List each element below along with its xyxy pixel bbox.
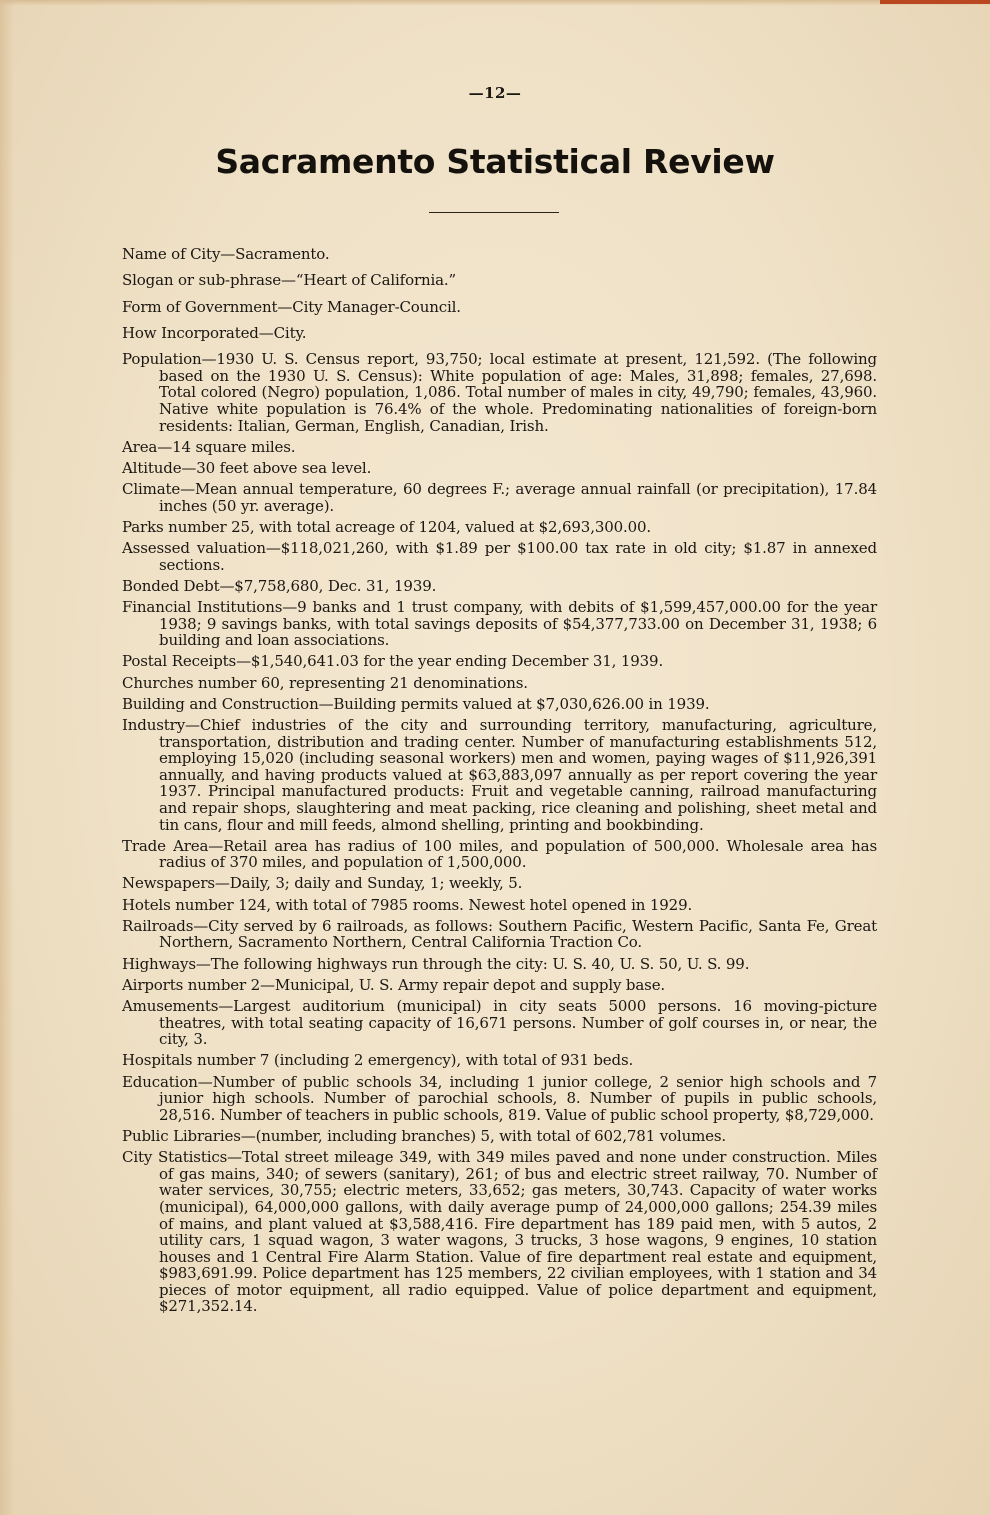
page-title: Sacramento Statistical Review	[215, 142, 775, 181]
entry-assessed-valuation: Assessed valuation—$118,021,260, with $1.89 per $100.00 tax rate in old city; $1.87 in annexed sections.	[122, 539, 877, 574]
entry-altitude: Altitude—30 feet above sea level.	[122, 458, 372, 477]
title-divider	[429, 212, 559, 213]
entry-highways: Highways—The following highways run through the city: U. S. 40, U. S. 50, U. S. 99.	[122, 954, 750, 973]
page-top-shadow	[0, 0, 990, 6]
entry-railroads: Railroads—City served by 6 railroads, as follows: Southern Pacific, Western Pacific, Santa Fe, Great Northern, Sacramento Northern, Central California Traction Co.	[122, 916, 877, 952]
entry-population: Population—1930 U. S. Census report, 93,750; local estimate at present, 121,592. (The following based on the 1930 U. S. Census): White population of age: Males, 31,898; females, 27,698. Total colored (Negro) population, 1,086. Total number of males in city, 49,790; females, 43,960. Native white population is 76.4% of the whole. Predominating nationalities of foreign-born residents: Italian, German, English, Canadian, Irish.	[122, 350, 877, 435]
entry-financial-institutions: Financial Institutions—9 banks and 1 trust company, with debits of $1,599,457,000.00 for the year 1938; 9 savings banks, with total savings deposits of $54,377,733.00 on December 31, 1938; 6 building and loan associations.	[122, 598, 877, 650]
entry-newspapers: Newspapers—Daily, 3; daily and Sunday, 1; weekly, 5.	[122, 874, 523, 893]
page-edge-shadow	[0, 0, 14, 1515]
entry-climate: Climate—Mean annual temperature, 60 degrees F.; average annual rainfall (or precipitation), 17.84 inches (50 yr. average).	[122, 480, 877, 515]
entry-slogan: Slogan or sub-phrase—“Heart of California.”	[122, 271, 457, 290]
entry-name-of-city: Name of City—Sacramento.	[122, 245, 330, 263]
entry-city-statistics: City Statistics—Total street mileage 349, with 349 miles paved and none under construction. Miles of gas mains, 340; of sewers (sanitary), 261; of bus and electric street railway, 70. Number of water services, 30,755; electric meters, 33,652; gas meters, 30,743. Capacity of water works (municipal), 64,000,000 gallons, with daily average pump of 24,000,000 gallons; 254.39 miles of mains, and plant valued at $3,588,416. Fire department has 189 paid men, with 5 autos, 2 utility cars, 1 squad wagon, 3 water wagons, 3 trucks, 3 hose wagons, 9 engines, 10 station houses and 1 Central Fire Alarm Station. Value of fire department real estate and equipment, $983,691.99. Police department has 125 members, 22 civilian employees, with 1 station and 34 pieces of motor equipment, all radio equipped. Value of police department and equipment, $271,352.14.	[122, 1148, 877, 1316]
entry-area: Area—14 square miles.	[122, 437, 296, 456]
page-number: —12—	[468, 84, 522, 102]
entry-amusements: Amusements—Largest auditorium (municipal) in city seats 5000 persons. 16 moving-picture theatres, with total seating capacity of 16,671 persons. Number of golf courses in, or near, the city, 3.	[122, 997, 877, 1049]
entry-hotels: Hotels number 124, with total of 7985 rooms. Newest hotel opened in 1929.	[122, 895, 693, 914]
entry-industry: Industry—Chief industries of the city and surrounding territory, manufacturing, agriculture, transportation, distribution and trading center. Number of manufacturing establishments 512, employing 15,020 (including seasonal workers) men and women, paying wages of $11,926,391 annually, and having products valued at $63,883,097 annually as per report covering the year 1937. Principal manufactured products: Fruit and vegetable canning, railroad manufacturing and repair shops, slaughtering and meat packing, rice cleaning and polishing, sheet metal and tin cans, flour and mill feeds, almond shelling, printing and bookbinding.	[122, 715, 877, 834]
corner-stain	[880, 0, 990, 4]
entry-form-of-government: Form of Government—City Manager-Council.	[122, 297, 461, 316]
entry-education: Education—Number of public schools 34, including 1 junior college, 2 senior high schools and 7 junior high schools. Number of parochial schools, 8. Number of pupils in public schools, 28,516. Number of teachers in public schools, 819. Value of public school property, $8,729,000.	[122, 1072, 877, 1124]
entry-postal-receipts: Postal Receipts—$1,540,641.03 for the year ending December 31, 1939.	[122, 652, 664, 671]
statistics-list	[122, 246, 877, 1320]
entry-hospitals: Hospitals number 7 (including 2 emergency), with total of 931 beds.	[122, 1051, 634, 1070]
entry-public-libraries: Public Libraries—(number, including branches) 5, with total of 602,781 volumes.	[122, 1126, 727, 1145]
entry-churches: Churches number 60, representing 21 denominations.	[122, 673, 528, 692]
entry-building-construction: Building and Construction—Building permits valued at $7,030,626.00 in 1939.	[122, 694, 710, 713]
entry-bonded-debt: Bonded Debt—$7,758,680, Dec. 31, 1939.	[122, 576, 437, 595]
entry-parks: Parks number 25, with total acreage of 1204, valued at $2,693,300.00.	[122, 517, 652, 536]
entry-how-incorporated: How Incorporated—City.	[122, 323, 307, 342]
entry-airports: Airports number 2—Municipal, U. S. Army repair depot and supply base.	[122, 975, 666, 994]
entry-trade-area: Trade Area—Retail area has radius of 100 miles, and population of 500,000. Wholesale area has radius of 370 miles, and population of 1,500,000.	[122, 836, 877, 872]
